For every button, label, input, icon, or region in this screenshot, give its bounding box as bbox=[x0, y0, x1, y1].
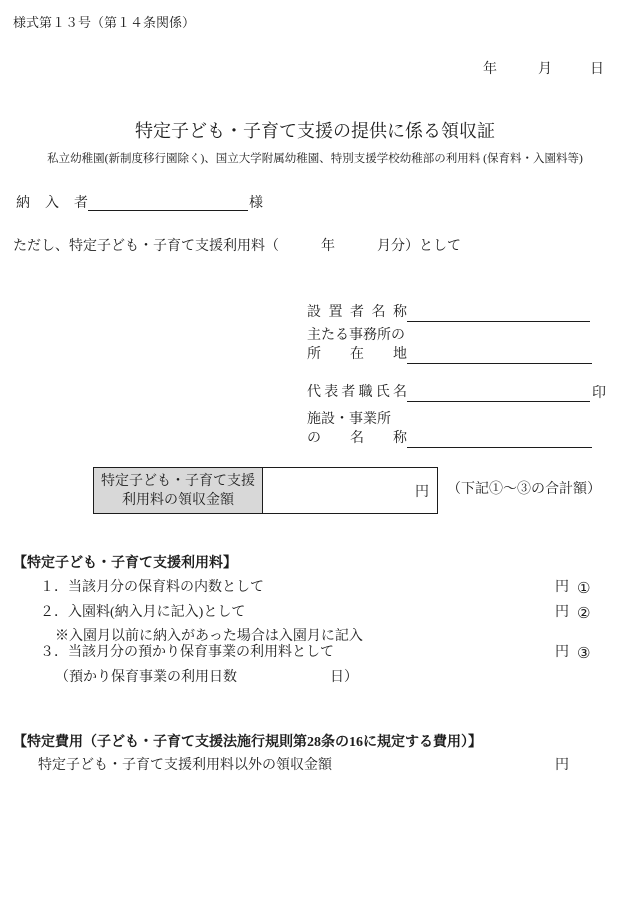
facility-row bbox=[307, 431, 407, 447]
representative-name-field bbox=[407, 387, 590, 402]
fees-item-2-text: ２．入園料(納入月に記入)として bbox=[40, 605, 246, 620]
specific-section-line: 特定子ども・子育て支援利用料以外の領収金額 bbox=[38, 758, 332, 773]
facility-label-line1: 施設・事業所 bbox=[307, 412, 391, 427]
proviso-line: ただし、特定子ども・子育て支援利用料（ 年 月分）として bbox=[13, 239, 461, 254]
fees-item-3-unit: 円 bbox=[555, 645, 569, 660]
office-label-line2: 所在地 bbox=[307, 347, 407, 362]
seal-label: 印 bbox=[592, 386, 606, 401]
fees-item-3-text: ３．当該月分の預かり保育事業の利用料として bbox=[40, 645, 334, 660]
fees-item-2-unit: 円 bbox=[555, 605, 569, 620]
amount-unit-label: 円 bbox=[415, 484, 429, 500]
amount-box-label-cell bbox=[94, 468, 263, 513]
fees-section-note: ※入園月以前に納入があった場合は入園月に記入 bbox=[55, 629, 363, 644]
specific-section-unit: 円 bbox=[555, 758, 569, 773]
installer-name-field bbox=[407, 307, 590, 322]
payer-label: 納入者 bbox=[16, 196, 88, 211]
fees-item-3-mark: ③ bbox=[577, 644, 591, 662]
installer-row bbox=[307, 305, 407, 321]
page-subtitle: 私立幼稚園(新制度移行園除く)、国立大学附属幼稚園、特別支援学校幼稚部の利用料 (保育料・入園料等) bbox=[47, 153, 583, 165]
usage-days-prefix: （預かり保育事業の利用日数 bbox=[55, 670, 237, 685]
amount-box-label-line1: 特定子ども・子育て支援 bbox=[101, 473, 255, 489]
usage-days-suffix: 日） bbox=[330, 670, 358, 685]
facility-label-line2: の名称 bbox=[307, 431, 407, 446]
office-row bbox=[307, 347, 407, 363]
office-address-field bbox=[407, 349, 592, 364]
office-label-line1: 主たる事務所の bbox=[307, 328, 405, 343]
date-month-label: 月 bbox=[538, 62, 552, 77]
fees-section-heading: 【特定子ども・子育て支援利用料】 bbox=[13, 556, 237, 571]
amount-box-label-line2: 利用料の領収金額 bbox=[122, 492, 234, 508]
fees-item-1-mark: ① bbox=[577, 579, 591, 597]
installer-label: 設置者名称 bbox=[307, 305, 407, 320]
fees-item-1-text: １．当該月分の保育料の内数として bbox=[40, 580, 264, 595]
date-year-label: 年 bbox=[483, 62, 497, 77]
amount-box-note: （下記①～③の合計額） bbox=[447, 482, 601, 497]
facility-name-field bbox=[407, 433, 592, 448]
representative-row bbox=[307, 385, 407, 401]
representative-label: 代表者職氏名 bbox=[307, 385, 407, 400]
form-number: 様式第１３号（第１４条関係） bbox=[13, 15, 196, 30]
payer-name-field bbox=[88, 196, 248, 211]
amount-value-field bbox=[263, 468, 437, 513]
date-day-label: 日 bbox=[590, 62, 604, 77]
page-title: 特定子ども・子育て支援の提供に係る領収証 bbox=[135, 121, 495, 141]
specific-section-heading: 【特定費用（子ども・子育て支援法施行規則第28条の16に規定する費用）】 bbox=[13, 735, 482, 750]
fees-item-1-unit: 円 bbox=[555, 580, 569, 595]
payer-honorific: 様 bbox=[249, 196, 263, 211]
fees-item-2-mark: ② bbox=[577, 604, 591, 622]
payer-row bbox=[16, 196, 88, 212]
amount-box bbox=[93, 467, 438, 514]
